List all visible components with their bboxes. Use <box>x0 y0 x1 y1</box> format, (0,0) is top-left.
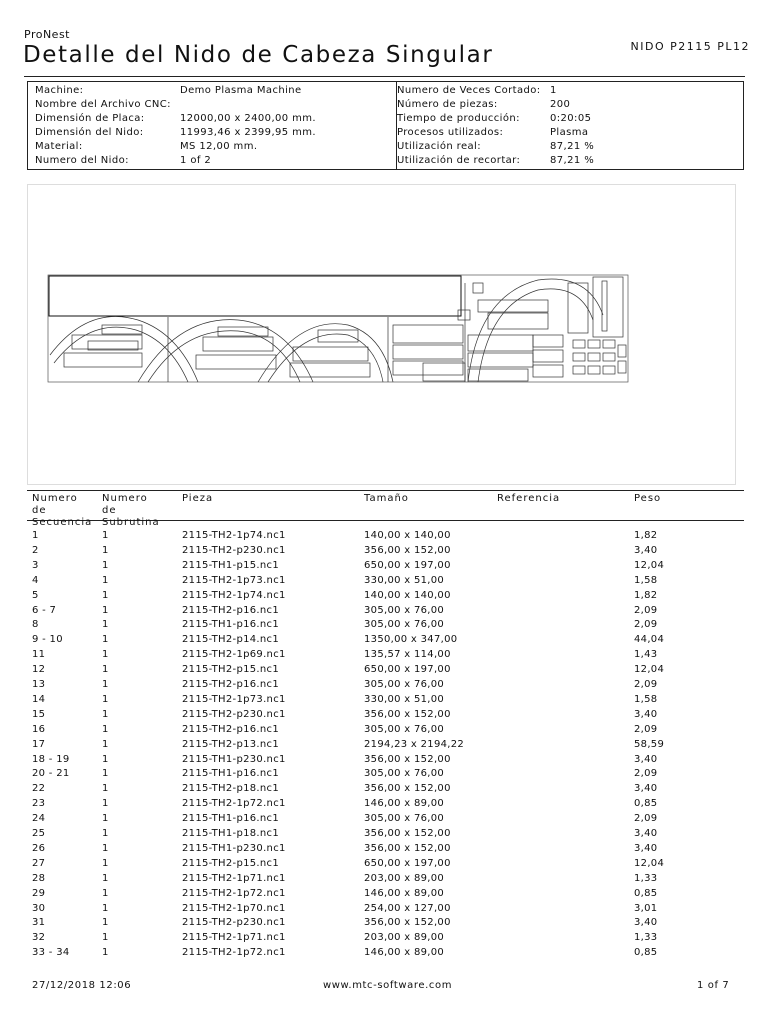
cell-seq: 6 - 7 <box>32 604 57 616</box>
footer-datetime: 27/12/2018 12:06 <box>32 980 132 991</box>
info-value: 11993,46 x 2399,95 mm. <box>180 127 316 138</box>
col-header-seq: Numero de Secuencia <box>32 493 93 528</box>
cell-weight: 3,40 <box>634 544 658 556</box>
cell-weight: 3,01 <box>634 902 658 914</box>
cell-seq: 1 <box>32 530 39 541</box>
info-label: Número de piezas: <box>397 99 498 110</box>
cell-weight: 12,04 <box>634 664 665 676</box>
cell-seq: 20 - 21 <box>32 768 70 780</box>
cell-sub: 1 <box>102 693 109 705</box>
cell-weight: 12,04 <box>634 857 665 869</box>
cell-weight: 1,58 <box>634 693 658 705</box>
col-header-weight: Peso <box>634 493 662 504</box>
cell-seq: 15 <box>32 708 46 720</box>
cell-size: 146,00 x 89,00 <box>364 947 445 959</box>
col-header-ref: Referencia <box>497 493 561 504</box>
nest-layout-drawing <box>28 185 735 484</box>
cell-sub: 1 <box>102 634 109 646</box>
cell-size: 203,00 x 89,00 <box>364 932 445 944</box>
nest-preview <box>27 184 736 485</box>
cell-part: 2115-TH2-1p73.nc1 <box>182 693 286 705</box>
cell-sub: 1 <box>102 738 109 750</box>
cell-seq: 12 <box>32 664 46 676</box>
cell-size: 356,00 x 152,00 <box>364 828 451 839</box>
cell-size: 305,00 x 76,00 <box>364 768 445 780</box>
cell-weight: 2,09 <box>634 813 658 825</box>
info-label: Utilización de recortar: <box>397 155 521 166</box>
cell-seq: 28 <box>32 872 46 884</box>
cell-sub: 1 <box>102 649 109 661</box>
cell-sub: 1 <box>102 798 109 810</box>
cell-seq: 3 <box>32 559 39 571</box>
cell-part: 2115-TH1-p16.nc1 <box>182 619 279 631</box>
cell-seq: 24 <box>32 813 46 825</box>
cell-sub: 1 <box>102 589 109 601</box>
cell-part: 2115-TH2-1p71.nc1 <box>182 932 286 944</box>
cell-weight: 3,40 <box>634 753 658 765</box>
info-value: 1 <box>550 85 557 96</box>
cell-seq: 31 <box>32 917 46 929</box>
cell-weight: 0,85 <box>634 798 658 810</box>
cell-part: 2115-TH1-p16.nc1 <box>182 768 279 780</box>
info-label: Utilización real: <box>397 141 481 152</box>
cell-size: 1350,00 x 347,00 <box>364 634 458 646</box>
cell-size: 650,00 x 197,00 <box>364 664 451 676</box>
cell-size: 305,00 x 76,00 <box>364 679 445 690</box>
cell-sub: 1 <box>102 753 109 765</box>
cell-weight: 3,40 <box>634 917 658 929</box>
cell-weight: 0,85 <box>634 947 658 959</box>
cell-part: 2115-TH1-p15.nc1 <box>182 559 279 571</box>
cell-part: 2115-TH1-p18.nc1 <box>182 828 279 839</box>
cell-seq: 32 <box>32 932 46 944</box>
cell-sub: 1 <box>102 902 109 914</box>
cell-part: 2115-TH2-1p72.nc1 <box>182 947 286 959</box>
info-label: Dimensión de Placa: <box>35 113 145 124</box>
cell-part: 2115-TH2-1p73.nc1 <box>182 574 286 586</box>
cell-seq: 14 <box>32 693 46 705</box>
cell-part: 2115-TH2-p18.nc1 <box>182 783 279 795</box>
cell-sub: 1 <box>102 664 109 676</box>
cell-sub: 1 <box>102 530 109 541</box>
cell-sub: 1 <box>102 932 109 944</box>
info-value: Plasma <box>550 127 589 138</box>
cell-sub: 1 <box>102 828 109 839</box>
cell-seq: 9 - 10 <box>32 634 63 646</box>
cell-part: 2115-TH2-p15.nc1 <box>182 664 279 676</box>
cell-size: 356,00 x 152,00 <box>364 917 451 929</box>
cell-weight: 3,40 <box>634 708 658 720</box>
cell-weight: 1,33 <box>634 872 658 884</box>
table-top-rule <box>27 490 744 491</box>
cell-size: 140,00 x 140,00 <box>364 589 451 601</box>
cell-sub: 1 <box>102 887 109 899</box>
cell-part: 2115-TH2-p16.nc1 <box>182 679 279 690</box>
info-value: 0:20:05 <box>550 113 592 124</box>
info-label: Procesos utilizados: <box>397 127 504 138</box>
cell-sub: 1 <box>102 708 109 720</box>
cell-seq: 22 <box>32 783 46 795</box>
info-label: Numero del Nido: <box>35 155 129 166</box>
info-label: Nombre del Archivo CNC: <box>35 99 171 110</box>
cell-seq: 29 <box>32 887 46 899</box>
header-rule <box>24 76 745 77</box>
cell-size: 356,00 x 152,00 <box>364 783 451 795</box>
info-value: 200 <box>550 99 571 110</box>
cell-part: 2115-TH2-1p70.nc1 <box>182 902 286 914</box>
cell-part: 2115-TH2-p230.nc1 <box>182 544 286 556</box>
cell-size: 305,00 x 76,00 <box>364 619 445 631</box>
cell-seq: 17 <box>32 738 46 750</box>
cell-part: 2115-TH2-1p74.nc1 <box>182 530 286 541</box>
cell-seq: 33 - 34 <box>32 947 70 959</box>
app-name: ProNest <box>24 28 70 41</box>
cell-part: 2115-TH2-p16.nc1 <box>182 604 279 616</box>
cell-size: 135,57 x 114,00 <box>364 649 451 661</box>
cell-part: 2115-TH1-p230.nc1 <box>182 842 286 854</box>
cell-weight: 58,59 <box>634 738 665 750</box>
cell-size: 305,00 x 76,00 <box>364 813 445 825</box>
cell-seq: 26 <box>32 842 46 854</box>
cell-weight: 2,09 <box>634 679 658 690</box>
cell-weight: 3,40 <box>634 842 658 854</box>
cell-sub: 1 <box>102 559 109 571</box>
info-label: Numero de Veces Cortado: <box>397 85 541 96</box>
cell-size: 330,00 x 51,00 <box>364 574 445 586</box>
col-header-size: Tamaño <box>364 493 409 504</box>
footer-website: www.mtc-software.com <box>323 980 453 991</box>
cell-weight: 1,58 <box>634 574 658 586</box>
cell-weight: 3,40 <box>634 828 658 839</box>
cell-seq: 5 <box>32 589 39 601</box>
cell-size: 146,00 x 89,00 <box>364 887 445 899</box>
cell-weight: 12,04 <box>634 559 665 571</box>
cell-size: 356,00 x 152,00 <box>364 544 451 556</box>
cell-part: 2115-TH2-p13.nc1 <box>182 738 279 750</box>
cell-sub: 1 <box>102 857 109 869</box>
cell-part: 2115-TH2-1p72.nc1 <box>182 887 286 899</box>
footer-page: 1 of 7 <box>697 980 730 991</box>
cell-seq: 25 <box>32 828 46 839</box>
cell-weight: 1,43 <box>634 649 658 661</box>
cell-seq: 11 <box>32 649 46 661</box>
cell-size: 254,00 x 127,00 <box>364 902 451 914</box>
info-value: 87,21 % <box>550 141 595 152</box>
cell-part: 2115-TH1-p230.nc1 <box>182 753 286 765</box>
info-value: 12000,00 x 2400,00 mm. <box>180 113 316 124</box>
cell-seq: 18 - 19 <box>32 753 70 765</box>
cell-size: 356,00 x 152,00 <box>364 753 451 765</box>
info-value: Demo Plasma Machine <box>180 85 302 96</box>
info-label: Machine: <box>35 85 84 96</box>
cell-size: 650,00 x 197,00 <box>364 559 451 571</box>
cell-part: 2115-TH2-p15.nc1 <box>182 857 279 869</box>
cell-seq: 2 <box>32 544 39 556</box>
cell-weight: 1,33 <box>634 932 658 944</box>
cell-part: 2115-TH2-1p71.nc1 <box>182 872 286 884</box>
cell-sub: 1 <box>102 574 109 586</box>
cell-size: 330,00 x 51,00 <box>364 693 445 705</box>
cell-weight: 1,82 <box>634 530 658 541</box>
cell-size: 305,00 x 76,00 <box>364 604 445 616</box>
info-label: Material: <box>35 141 83 152</box>
cell-seq: 16 <box>32 723 46 735</box>
cell-weight: 1,82 <box>634 589 658 601</box>
cell-sub: 1 <box>102 872 109 884</box>
cell-size: 356,00 x 152,00 <box>364 708 451 720</box>
cell-sub: 1 <box>102 723 109 735</box>
cell-sub: 1 <box>102 679 109 690</box>
info-value: 1 of 2 <box>180 155 212 166</box>
cell-weight: 44,04 <box>634 634 665 646</box>
col-header-part: Pieza <box>182 493 214 504</box>
page-title: Detalle del Nido de Cabeza Singular <box>23 42 494 68</box>
cell-size: 305,00 x 76,00 <box>364 723 445 735</box>
cell-seq: 30 <box>32 902 46 914</box>
nest-info-box <box>27 81 744 170</box>
cell-seq: 27 <box>32 857 46 869</box>
cell-weight: 2,09 <box>634 619 658 631</box>
cell-part: 2115-TH2-1p72.nc1 <box>182 798 286 810</box>
cell-seq: 8 <box>32 619 39 631</box>
cell-part: 2115-TH2-p230.nc1 <box>182 708 286 720</box>
info-value: 87,21 % <box>550 155 595 166</box>
cell-size: 146,00 x 89,00 <box>364 798 445 810</box>
cell-sub: 1 <box>102 917 109 929</box>
cell-part: 2115-TH1-p16.nc1 <box>182 813 279 825</box>
nest-id: NIDO P2115 PL12 <box>630 40 750 53</box>
col-header-sub: Numero de Subrutina <box>102 493 160 528</box>
cell-size: 2194,23 x 2194,22 <box>364 738 465 750</box>
cell-size: 356,00 x 152,00 <box>364 842 451 854</box>
cell-size: 650,00 x 197,00 <box>364 857 451 869</box>
cell-sub: 1 <box>102 813 109 825</box>
cell-part: 2115-TH2-p14.nc1 <box>182 634 279 646</box>
cell-sub: 1 <box>102 604 109 616</box>
info-label: Dimensión del Nido: <box>35 127 144 138</box>
cell-part: 2115-TH2-1p69.nc1 <box>182 649 286 661</box>
cell-size: 203,00 x 89,00 <box>364 872 445 884</box>
cell-sub: 1 <box>102 947 109 959</box>
cell-weight: 2,09 <box>634 723 658 735</box>
cell-sub: 1 <box>102 842 109 854</box>
cell-part: 2115-TH2-1p74.nc1 <box>182 589 286 601</box>
cell-sub: 1 <box>102 619 109 631</box>
cell-seq: 23 <box>32 798 46 810</box>
cell-weight: 2,09 <box>634 604 658 616</box>
cell-sub: 1 <box>102 768 109 780</box>
cell-seq: 4 <box>32 574 39 586</box>
cell-sub: 1 <box>102 544 109 556</box>
cell-size: 140,00 x 140,00 <box>364 530 451 541</box>
cell-weight: 0,85 <box>634 887 658 899</box>
cell-weight: 3,40 <box>634 783 658 795</box>
cell-weight: 2,09 <box>634 768 658 780</box>
info-value: MS 12,00 mm. <box>180 141 258 152</box>
cell-seq: 13 <box>32 679 46 690</box>
info-label: Tiempo de producción: <box>397 113 520 124</box>
cell-sub: 1 <box>102 783 109 795</box>
cell-part: 2115-TH2-p16.nc1 <box>182 723 279 735</box>
cell-part: 2115-TH2-p230.nc1 <box>182 917 286 929</box>
